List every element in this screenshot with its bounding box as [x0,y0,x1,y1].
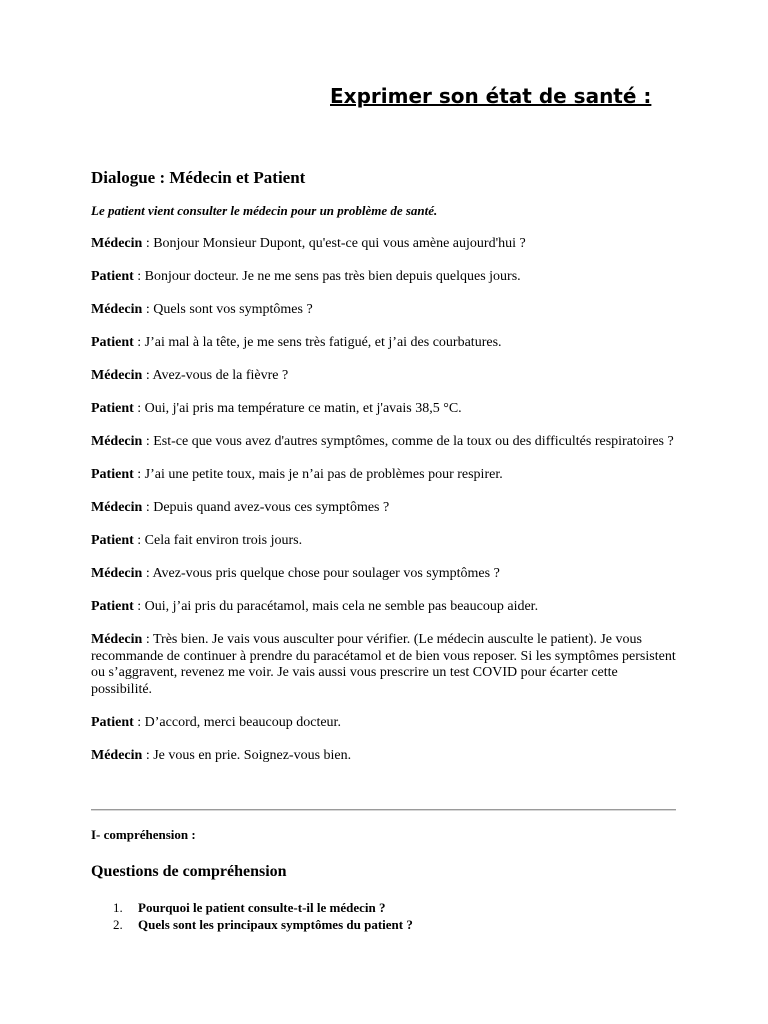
horizontal-rule [91,809,676,811]
question-item [91,916,681,933]
speaker-separator: : [142,747,154,763]
question-text: Quels sont les principaux symptômes du patient ? [138,917,413,932]
dialogue [91,236,681,781]
speaker-separator: : [142,632,153,647]
speaker-separator: : [133,401,145,416]
dialogue-line [91,434,681,451]
question-list [91,899,681,933]
dialogue-text: Est-ce que vous avez d'autres symptômes, comme de la toux ou des difficultés respiratoires ? [153,434,674,449]
speaker-separator: : [142,500,154,515]
speaker-name: Médecin [91,500,143,515]
dialogue-text: Avez-vous de la fièvre ? [152,368,289,383]
speaker-separator: : [142,434,154,449]
speaker-name: Patient [91,533,134,548]
dialogue-line [91,335,681,352]
dialogue-text: Bonjour Monsieur Dupont, qu'est-ce qui vous amène aujourd'hui ? [153,236,526,251]
speaker-separator: : [133,714,145,730]
page-title: Exprimer son état de santé : [330,84,652,108]
speaker-name: Médecin [91,236,143,251]
speaker-name: Médecin [91,747,143,763]
dialogue-text: Bonjour docteur. Je ne me sens pas très bien depuis quelques jours. [144,269,521,284]
part-heading: I- compréhension : [91,827,196,842]
speaker-separator: : [133,269,145,284]
dialogue-line [91,632,681,698]
dialogue-line [91,715,681,732]
dialogue-line [91,599,681,616]
speaker-name: Médecin [91,632,143,647]
speaker-separator: : [142,368,153,383]
dialogue-text: Depuis quand avez-vous ces symptômes ? [153,500,390,515]
speaker-name: Patient [91,714,134,730]
speaker-separator: : [133,467,145,482]
questions-heading: Questions de compréhension [91,863,287,880]
dialogue-intro: Le patient vient consulter le médecin pour un problème de santé. [91,203,438,218]
speaker-separator: : [133,533,145,548]
speaker-name: Patient [91,335,134,350]
speaker-name: Médecin [91,566,143,581]
dialogue-line [91,368,681,385]
speaker-name: Patient [91,401,134,416]
dialogue-heading: Dialogue : Médecin et Patient [91,168,306,187]
dialogue-text: Je vous en prie. Soignez-vous bien. [153,747,352,763]
dialogue-line [91,302,681,319]
dialogue-line [91,236,681,253]
speaker-name: Patient [91,269,134,284]
speaker-name: Médecin [91,368,143,383]
dialogue-line [91,748,681,765]
speaker-name: Médecin [91,434,143,449]
dialogue-text: Oui, j’ai pris du paracétamol, mais cela ne semble pas beaucoup aider. [144,599,539,614]
speaker-name: Patient [91,467,134,482]
question-item [91,899,681,916]
question-text: Pourquoi le patient consulte-t-il le médecin ? [138,900,386,915]
dialogue-line [91,401,681,418]
dialogue-line [91,500,681,517]
dialogue-text: Oui, j'ai pris ma température ce matin, et j'avais 38,5 °C. [144,401,462,416]
dialogue-text: Avez-vous pris quelque chose pour soulager vos symptômes ? [152,566,500,581]
speaker-name: Patient [91,599,134,614]
speaker-separator: : [133,599,145,614]
question-number: 2. [113,917,123,932]
dialogue-text: J’ai mal à la tête, je me sens très fatigué, et j’ai des courbatures. [144,335,502,350]
speaker-separator: : [142,302,154,317]
dialogue-text: D’accord, merci beaucoup docteur. [144,714,341,730]
dialogue-text: Très bien. Je vais vous ausculter pour vérifier. (Le médecin ausculte le patient). Je vous recommande de continuer à prendre du paracétamol et de bien vous reposer. Si les symptômes persistent ou s’aggravent, revenez me voir. Je vais aussi vous prescrire un test COVID pour écarter cette possibilité. [91,632,676,697]
dialogue-line [91,467,681,484]
question-number: 1. [113,900,123,915]
dialogue-text: J’ai une petite toux, mais je n’ai pas de problèmes pour respirer. [144,467,503,482]
speaker-name: Médecin [91,302,143,317]
dialogue-line [91,269,681,286]
dialogue-text: Quels sont vos symptômes ? [153,302,313,317]
dialogue-line [91,533,681,550]
dialogue-line [91,566,681,583]
speaker-separator: : [142,566,153,581]
speaker-separator: : [133,335,145,350]
speaker-separator: : [142,236,154,251]
dialogue-text: Cela fait environ trois jours. [144,533,303,548]
